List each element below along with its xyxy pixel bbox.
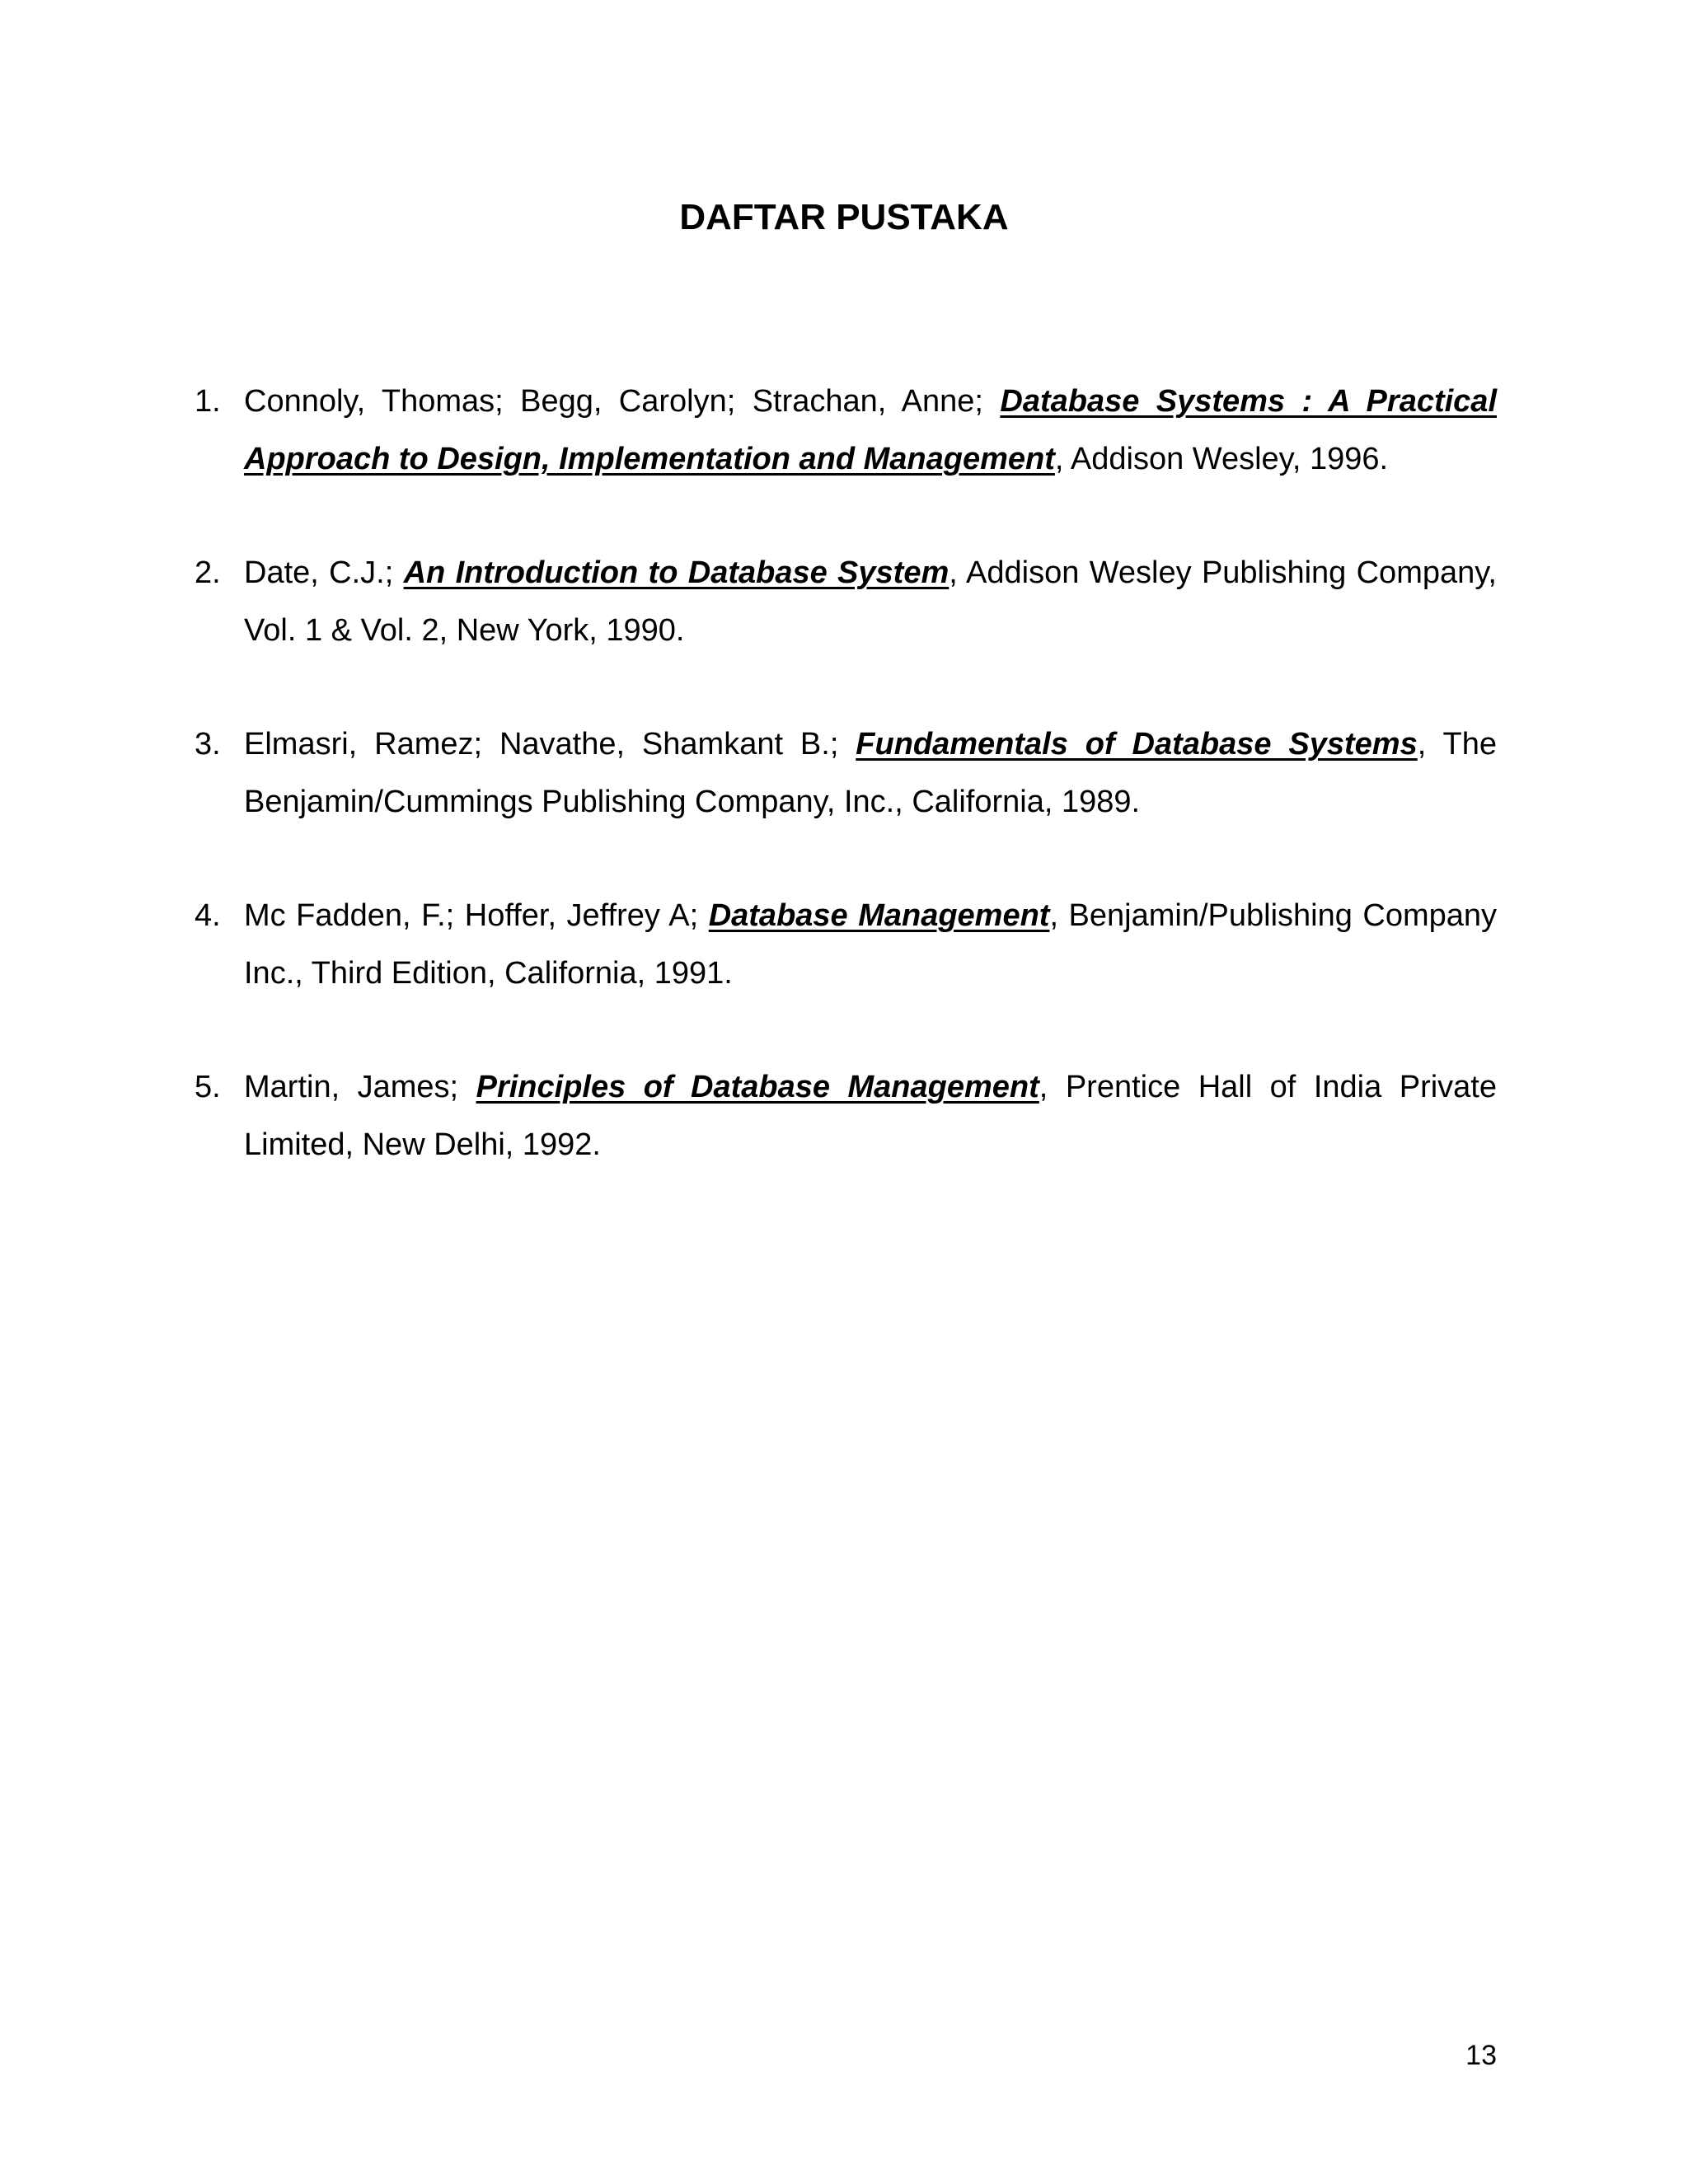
reference-item xyxy=(195,373,1497,488)
reference-title: Fundamentals of Database Systems xyxy=(856,727,1418,762)
reference-number: 3. xyxy=(195,727,221,762)
reference-publication: , Addison Wesley, 1996. xyxy=(1054,442,1389,476)
page-title: DAFTAR PUSTAKA xyxy=(679,197,1009,237)
reference-authors: Connoly, Thomas; Begg, Carolyn; Strachan, Anne; xyxy=(244,384,1001,419)
reference-authors: Elmasri, Ramez; Navathe, Shamkant B.; xyxy=(244,727,856,762)
reference-number: 2. xyxy=(195,555,221,590)
reference-item xyxy=(195,1058,1497,1174)
reference-number: 1. xyxy=(195,384,221,419)
reference-title: Principles of Database Management xyxy=(476,1070,1039,1104)
reference-authors: Date, C.J.; xyxy=(244,555,404,590)
reference-authors: Martin, James; xyxy=(244,1070,476,1104)
reference-item xyxy=(195,715,1497,831)
reference-title: An Introduction to Database System xyxy=(403,555,950,590)
reference-publication: , Prentice Hall of India Private Limited, New Delhi, 1992. xyxy=(244,1070,1497,1162)
reference-title: Database Management xyxy=(708,898,1050,933)
reference-publication: , The Benjamin/Cummings Publishing Company, Inc., California, 1989. xyxy=(244,727,1497,819)
reference-publication: , Addison Wesley Publishing Company, Vol. 1 & Vol. 2, New York, 1990. xyxy=(244,555,1497,648)
reference-title: Database Systems : A Practical Approach to Design, Implementation and Management xyxy=(244,384,1497,476)
reference-publication: , Benjamin/Publishing Company Inc., Third Edition, California, 1991. xyxy=(244,898,1498,991)
reference-item xyxy=(195,544,1497,659)
reference-item xyxy=(195,887,1497,1002)
reference-list xyxy=(195,373,1497,1230)
reference-number: 5. xyxy=(195,1070,221,1104)
page-number: 13 xyxy=(1465,2040,1497,2071)
reference-number: 4. xyxy=(195,898,221,933)
reference-authors: Mc Fadden, F.; Hoffer, Jeffrey A; xyxy=(244,898,709,933)
